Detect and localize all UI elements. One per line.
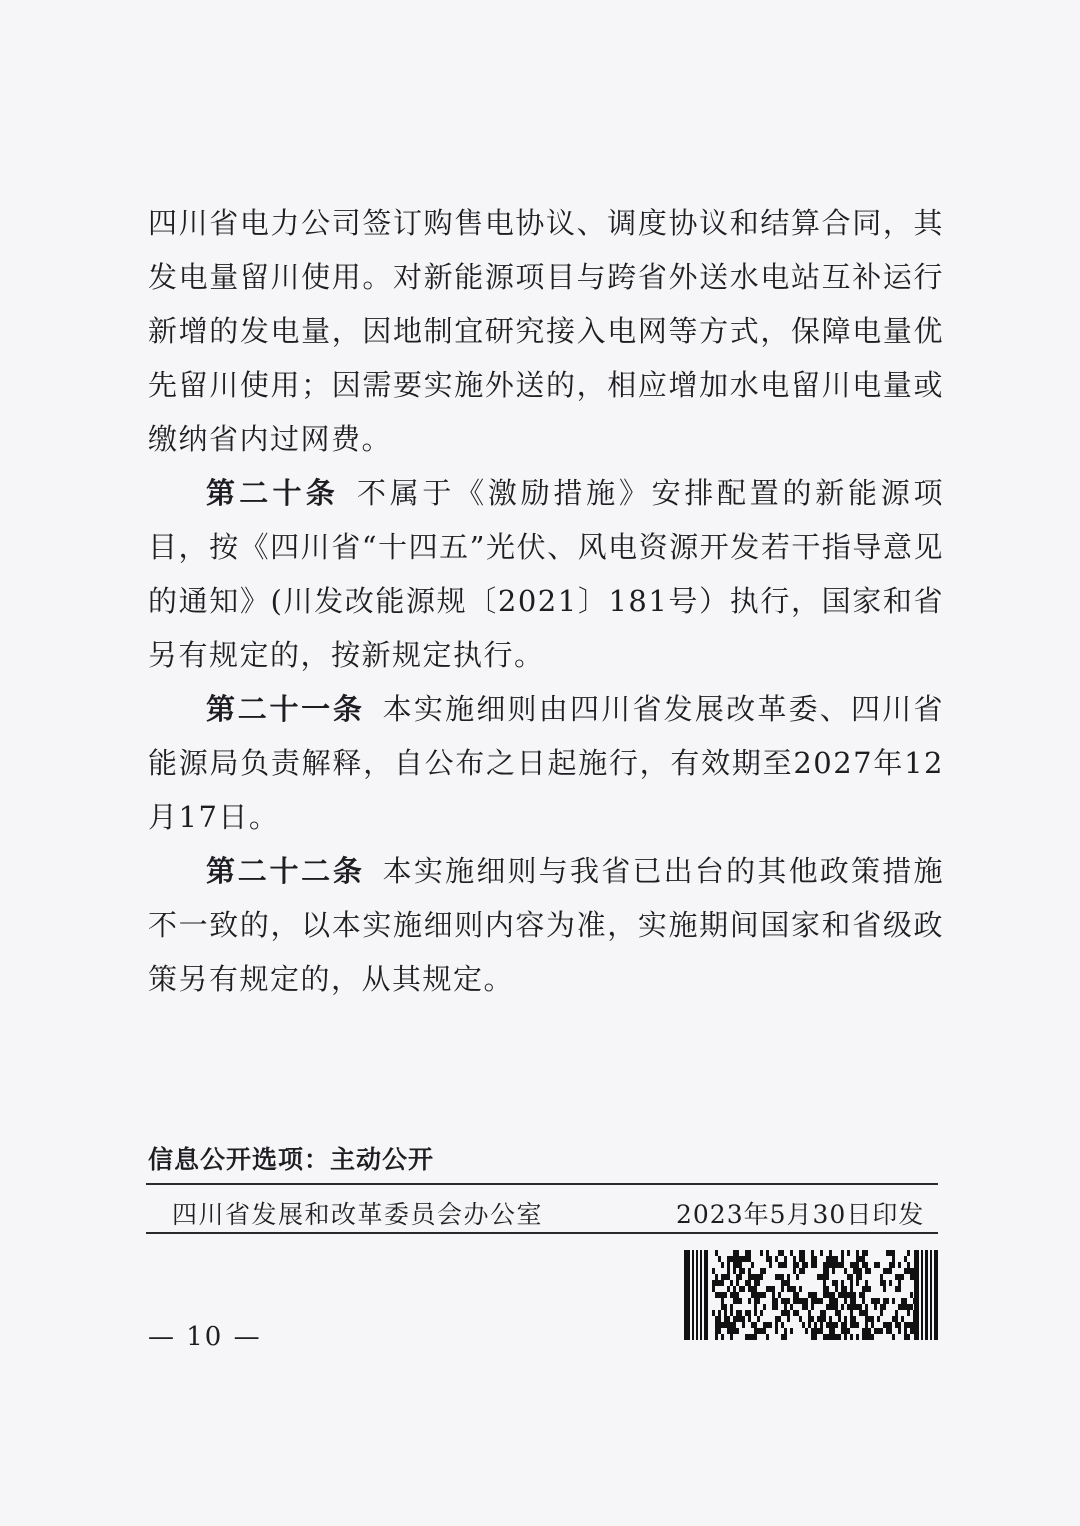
article-text: 本实施细则与我省已出台的其他政策措施不一致的，以本实施细则内容为准，实施期间国家和省级政策另有规定的，从其规定。 — [148, 854, 944, 996]
paragraph-text: 四川省电力公司签订购售电协议、调度协议和结算合同，其发电量留川使用。对新能源项目与跨省外送水电站互补运行新增的发电量，因地制宜研究接入电网等方式，保障电量优先留川使用；因需要实施外送的，相应增加水电留川电量或缴纳省内过网费。 — [148, 206, 944, 456]
paragraph-continuation — [148, 196, 944, 466]
footer-rule-bottom — [146, 1232, 938, 1234]
article-heading: 第二十一条 — [206, 692, 365, 726]
document-body — [148, 196, 944, 1006]
article-text: 不属于《激励措施》安排配置的新能源项目，按《四川省“十四五”光伏、风电资源开发若干指导意见的通知》(川发改能源规〔2021〕181号）执行，国家和省另有规定的，按新规定执行。 — [148, 476, 944, 672]
article-heading: 第二十条 — [206, 476, 339, 510]
page-number: — 10 — — [148, 1322, 262, 1352]
footer-rule-top — [146, 1183, 938, 1185]
barcode-2d-icon — [684, 1250, 938, 1340]
article-heading: 第二十二条 — [206, 854, 365, 888]
disclosure-option: 信息公开选项：主动公开 — [148, 1145, 435, 1174]
issuing-office: 四川省发展和改革委员会办公室 — [172, 1200, 544, 1229]
article-text: 本实施细则由四川省发展改革委、四川省能源局负责解释，自公布之日起施行，有效期至2027年12月17日。 — [148, 692, 944, 834]
article-21 — [148, 682, 944, 844]
article-20 — [148, 466, 944, 682]
article-22 — [148, 844, 944, 1006]
print-date: 2023年5月30日印发 — [676, 1200, 925, 1229]
